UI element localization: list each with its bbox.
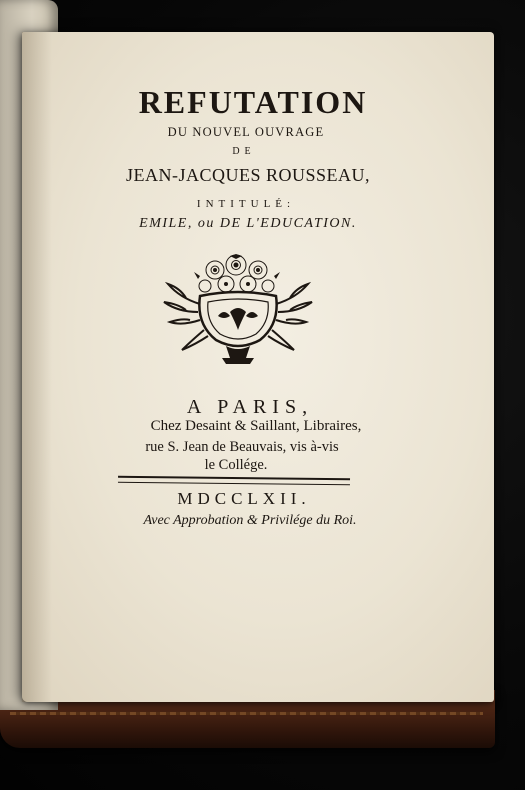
publisher-line-3: le Collége. [204,457,268,473]
de-line: DE [232,146,256,157]
privilege-line: Avec Approbation & Privilége du Roi. [143,513,357,528]
work-title: EMILE, ou DE L'EDUCATION. [139,216,357,231]
double-rule-divider [118,476,350,485]
place-of-publication: A PARIS, [186,396,314,418]
author-line: JEAN-JACQUES ROUSSEAU, [125,165,371,185]
title-page [22,32,494,702]
book-title: REFUTATION [138,84,368,120]
publication-year: MDCCLXII. [177,489,311,508]
subtitle: DU NOUVEL OUVRAGE [167,125,325,139]
intitule-line: INTITULÉ: [196,198,296,210]
publisher-line-2: rue S. Jean de Beauvais, vis à-vis [145,439,339,455]
flower-basket-ornament-icon [160,254,316,366]
publisher-line-1: Chez Desaint & Saillant, Libraires, [150,418,362,434]
